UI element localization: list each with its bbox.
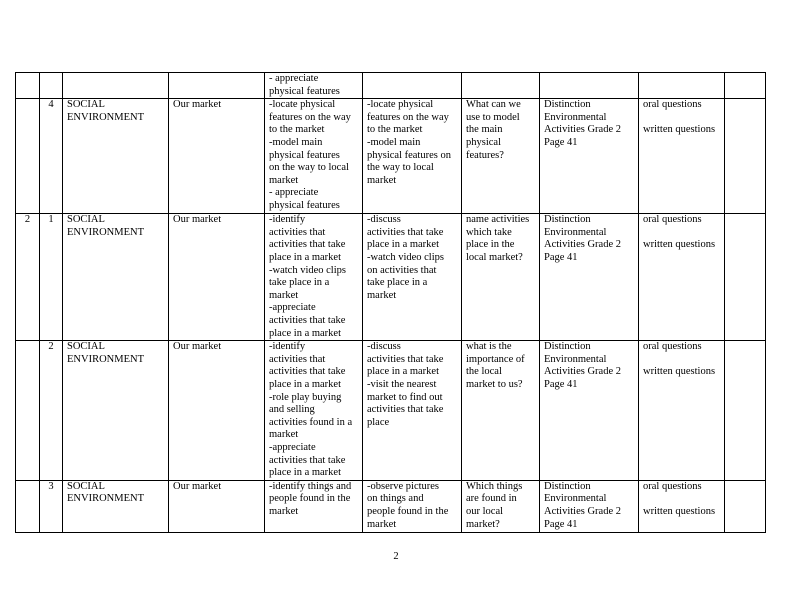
table-row — [16, 99, 766, 214]
learning-outcomes-cell: -locate physical features on the way to the market -model main physical features on the way to local market - appreciate physical features — [265, 99, 363, 214]
learning-outcomes-cell: -identify activities that activities that take place in a market -watch video clips take place in a market -appreciate activities that take place in a market — [265, 214, 363, 341]
remarks-cell — [725, 341, 766, 481]
table-row — [16, 73, 766, 99]
strand-cell: SOCIAL ENVIRONMENT — [63, 341, 169, 481]
resources-cell — [540, 73, 639, 99]
table-row — [16, 480, 766, 532]
remarks-cell — [725, 214, 766, 341]
week-cell: 2 — [16, 214, 40, 341]
inquiry-question-cell — [462, 73, 540, 99]
learning-experiences-cell: -discuss activities that take place in a market -watch video clips on activities that take place in a market — [363, 214, 462, 341]
sub-strand-cell: Our market — [169, 480, 265, 532]
resources-cell: Distinction Environmental Activities Grade 2 Page 41 — [540, 214, 639, 341]
strand-cell: SOCIAL ENVIRONMENT — [63, 480, 169, 532]
table-row — [16, 341, 766, 481]
assessment-cell: oral questions written questions — [639, 214, 725, 341]
table-row — [16, 214, 766, 341]
lesson-cell: 2 — [40, 341, 63, 481]
strand-cell — [63, 73, 169, 99]
resources-cell: Distinction Environmental Activities Grade 2 Page 41 — [540, 480, 639, 532]
resources-cell: Distinction Environmental Activities Grade 2 Page 41 — [540, 341, 639, 481]
week-cell — [16, 99, 40, 214]
learning-outcomes-cell: -identify things and people found in the market — [265, 480, 363, 532]
sub-strand-cell: Our market — [169, 214, 265, 341]
inquiry-question-cell: what is the importance of the local market to us? — [462, 341, 540, 481]
remarks-cell — [725, 73, 766, 99]
sub-strand-cell: Our market — [169, 99, 265, 214]
learning-outcomes-cell: -identify activities that activities that take place in a market -role play buying and selling activities found in a market -appreciate activities that take place in a market — [265, 341, 363, 481]
assessment-cell — [639, 73, 725, 99]
page-number: 2 — [393, 551, 399, 562]
inquiry-question-cell: Which things are found in our local market? — [462, 480, 540, 532]
assessment-cell: oral questions written questions — [639, 480, 725, 532]
lesson-cell: 1 — [40, 214, 63, 341]
learning-experiences-cell: -discuss activities that take place in a market -visit the nearest market to find out activities that take place — [363, 341, 462, 481]
learning-experiences-cell: -observe pictures on things and people found in the market — [363, 480, 462, 532]
resources-cell: Distinction Environmental Activities Grade 2 Page 41 — [540, 99, 639, 214]
week-cell — [16, 341, 40, 481]
learning-experiences-cell: -locate physical features on the way to the market -model main physical features on the way to local market — [363, 99, 462, 214]
sub-strand-cell — [169, 73, 265, 99]
learning-experiences-cell — [363, 73, 462, 99]
week-cell — [16, 73, 40, 99]
scheme-of-work-table — [15, 72, 766, 533]
lesson-cell — [40, 73, 63, 99]
strand-cell: SOCIAL ENVIRONMENT — [63, 99, 169, 214]
inquiry-question-cell: What can we use to model the main physical features? — [462, 99, 540, 214]
week-cell — [16, 480, 40, 532]
sub-strand-cell: Our market — [169, 341, 265, 481]
lesson-cell: 4 — [40, 99, 63, 214]
strand-cell: SOCIAL ENVIRONMENT — [63, 214, 169, 341]
remarks-cell — [725, 99, 766, 214]
remarks-cell — [725, 480, 766, 532]
inquiry-question-cell: name activities which take place in the local market? — [462, 214, 540, 341]
assessment-cell: oral questions written questions — [639, 99, 725, 214]
lesson-cell: 3 — [40, 480, 63, 532]
learning-outcomes-cell: - appreciate physical features — [265, 73, 363, 99]
assessment-cell: oral questions written questions — [639, 341, 725, 481]
